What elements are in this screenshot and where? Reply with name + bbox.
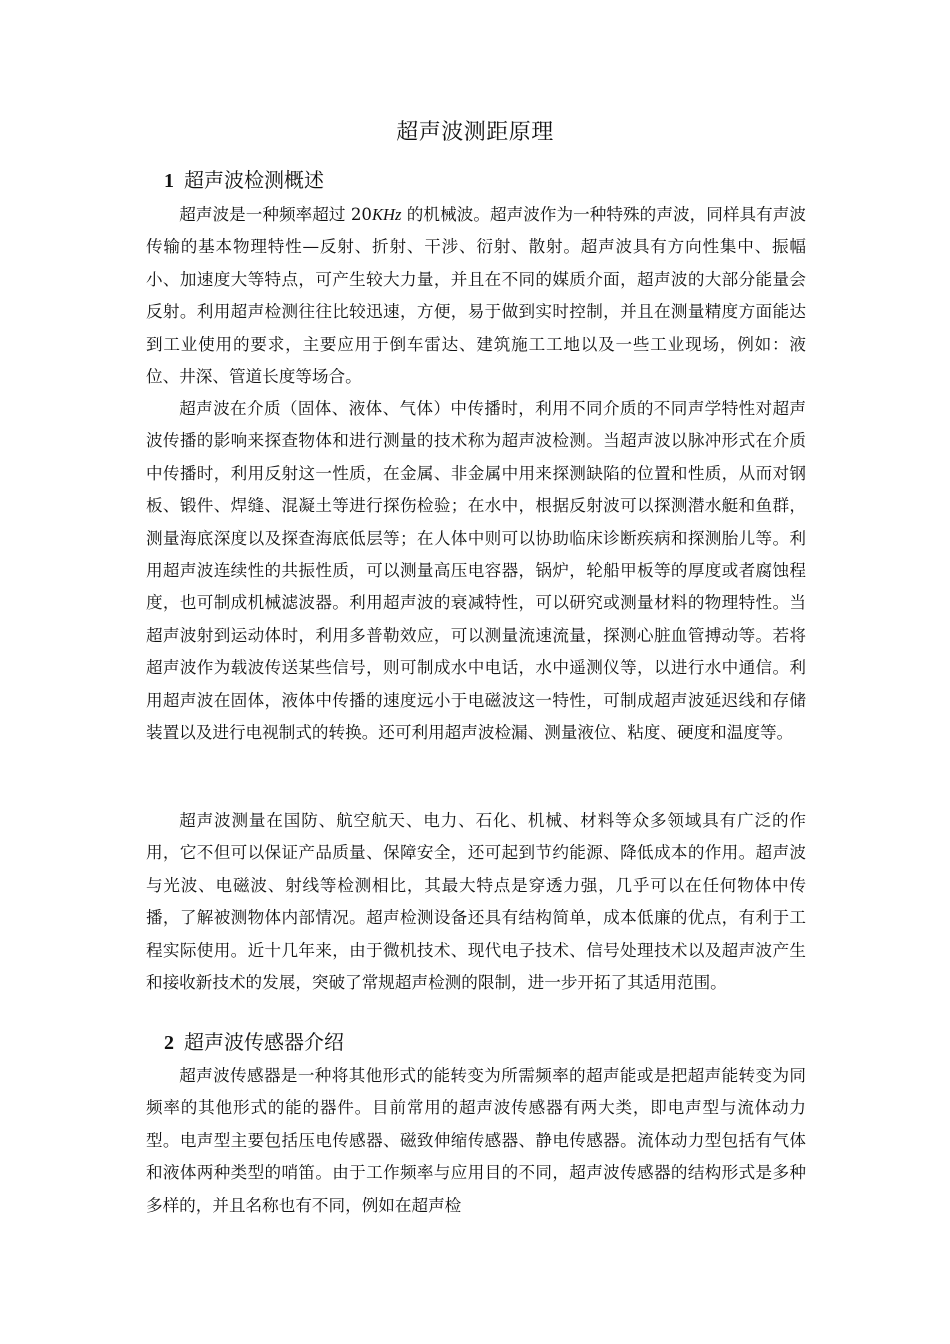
section-number: 2 [164,1032,174,1054]
paragraph: 超声波测量在国防、航空航天、电力、石化、机械、材料等众多领域具有广泛的作用，它不但可以保证产品质量、保障安全，还可起到节约能源、降低成本的作用。超声波与光波、电磁波、射线等检测相比，其最大特点是穿透力强，几乎可以在任何物体中传播，了解被测物体内部情况。超声检测设备还具有结构简单，成本低廉的优点，有利于工程实际使用。近十几年来，由于微机技术、现代电子技术、信号处理技术以及超声波产生和接收新技术的发展，突破了常规超声检测的限制，进一步开拓了其适用范围。 [146,811,806,993]
section-number: 1 [164,170,174,192]
paragraph-text: 超声波是一种频率超过 20 [179,205,372,224]
paragraph: 超声波在介质（固体、液体、气体）中传播时，利用不同介质的不同声学特性对超声波传播的影响来探查物体和进行测量的技术称为超声波检测。当超声波以脉冲形式在介质中传播时，利用反射这一性质，在金属、非金属中用来探测缺陷的位置和性质，从而对钢板、锻件、焊缝、混凝土等进行探伤检验；在水中，根据反射波可以探测潜水艇和鱼群，测量海底深度以及探查海底低层等；在人体中则可以协助临床诊断疾病和探测胎儿等。利用超声波连续性的共振性质，可以测量高压电容器，锅炉，轮船甲板等的厚度或者腐蚀程度，也可制成机械滤波器。利用超声波的衰减特性，可以研究或测量材料的物理特性。当超声波射到运动体时，利用多普勒效应，可以测量流速流量，探测心脏血管搏动等。若将超声波作为载波传送某些信号，则可制成水中电话，水中遥测仪等，以进行水中通信。利用超声波在固体，液体中传播的速度远小于电磁波这一特性，可制成超声波延迟线和存储装置以及进行电视制式的转换。还可利用超声波检漏、测量液位、粘度、硬度和温度等。 [146,399,806,743]
paragraph [146,199,806,393]
section-heading-2 [164,1028,344,1057]
frequency-unit: KHz [371,205,402,224]
section-heading-1 [164,166,324,195]
paragraph: 超声波传感器是一种将其他形式的能转变为所需频率的超声能或是把超声能转变为同频率的其他形式的能的器件。目前常用的超声波传感器有两大类，即电声型与流体动力型。电声型主要包括压电传感器、磁致伸缩传感器、静电传感器。流体动力型包括有气体和液体两种类型的哨笛。由于工作频率与应用目的不同，超声波传感器的结构形式是多种多样的，并且名称也有不同，例如在超声检 [146,1066,806,1215]
paragraph-text: 的机械波。超声波作为一种特殊的声波，同样具有声波传输的基本物理特性—反射、折射、干涉、衍射、散射。超声波具有方向性集中、振幅小、加速度大等特点，可产生较大力量，并且在不同的媒质介面，超声波的大部分能量会反射。利用超声检测往往比较迅速，方便，易于做到实时控制，并且在测量精度方面能达到工业使用的要求，主要应用于倒车雷达、建筑施工工地以及一些工业现场，例如：液位、井深、管道长度等场合。 [146,205,806,387]
document-title: 超声波测距原理 [396,120,554,145]
section-heading-text: 超声波传感器介绍 [184,1030,344,1054]
section-heading-text: 超声波检测概述 [184,168,324,192]
